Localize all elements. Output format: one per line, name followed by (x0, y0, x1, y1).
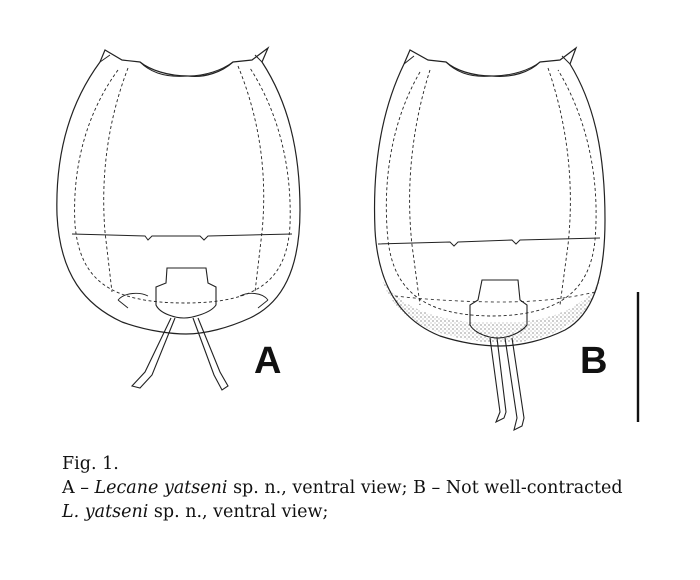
figure-caption-line-1 (62, 476, 623, 500)
caption-species-name: yatseni (84, 502, 149, 522)
specimen-a-drawing (57, 48, 300, 390)
caption-genus-name: Lecane (94, 478, 159, 498)
caption-text: A – (62, 478, 95, 498)
panel-label-b: B (580, 340, 608, 382)
caption-genus-abbrev: L. (62, 502, 80, 522)
panel-label-a: A (254, 340, 282, 382)
caption-species-name: yatseni (163, 478, 228, 498)
specimen-b-drawing (375, 48, 608, 430)
caption-text: sp. n., ventral view; (148, 502, 329, 522)
caption-text: sp. n., ventral view; B – Not well-contracted (227, 478, 623, 498)
figure-caption-title: Fig. 1. (62, 454, 119, 474)
figure-caption-line-2 (62, 500, 328, 524)
